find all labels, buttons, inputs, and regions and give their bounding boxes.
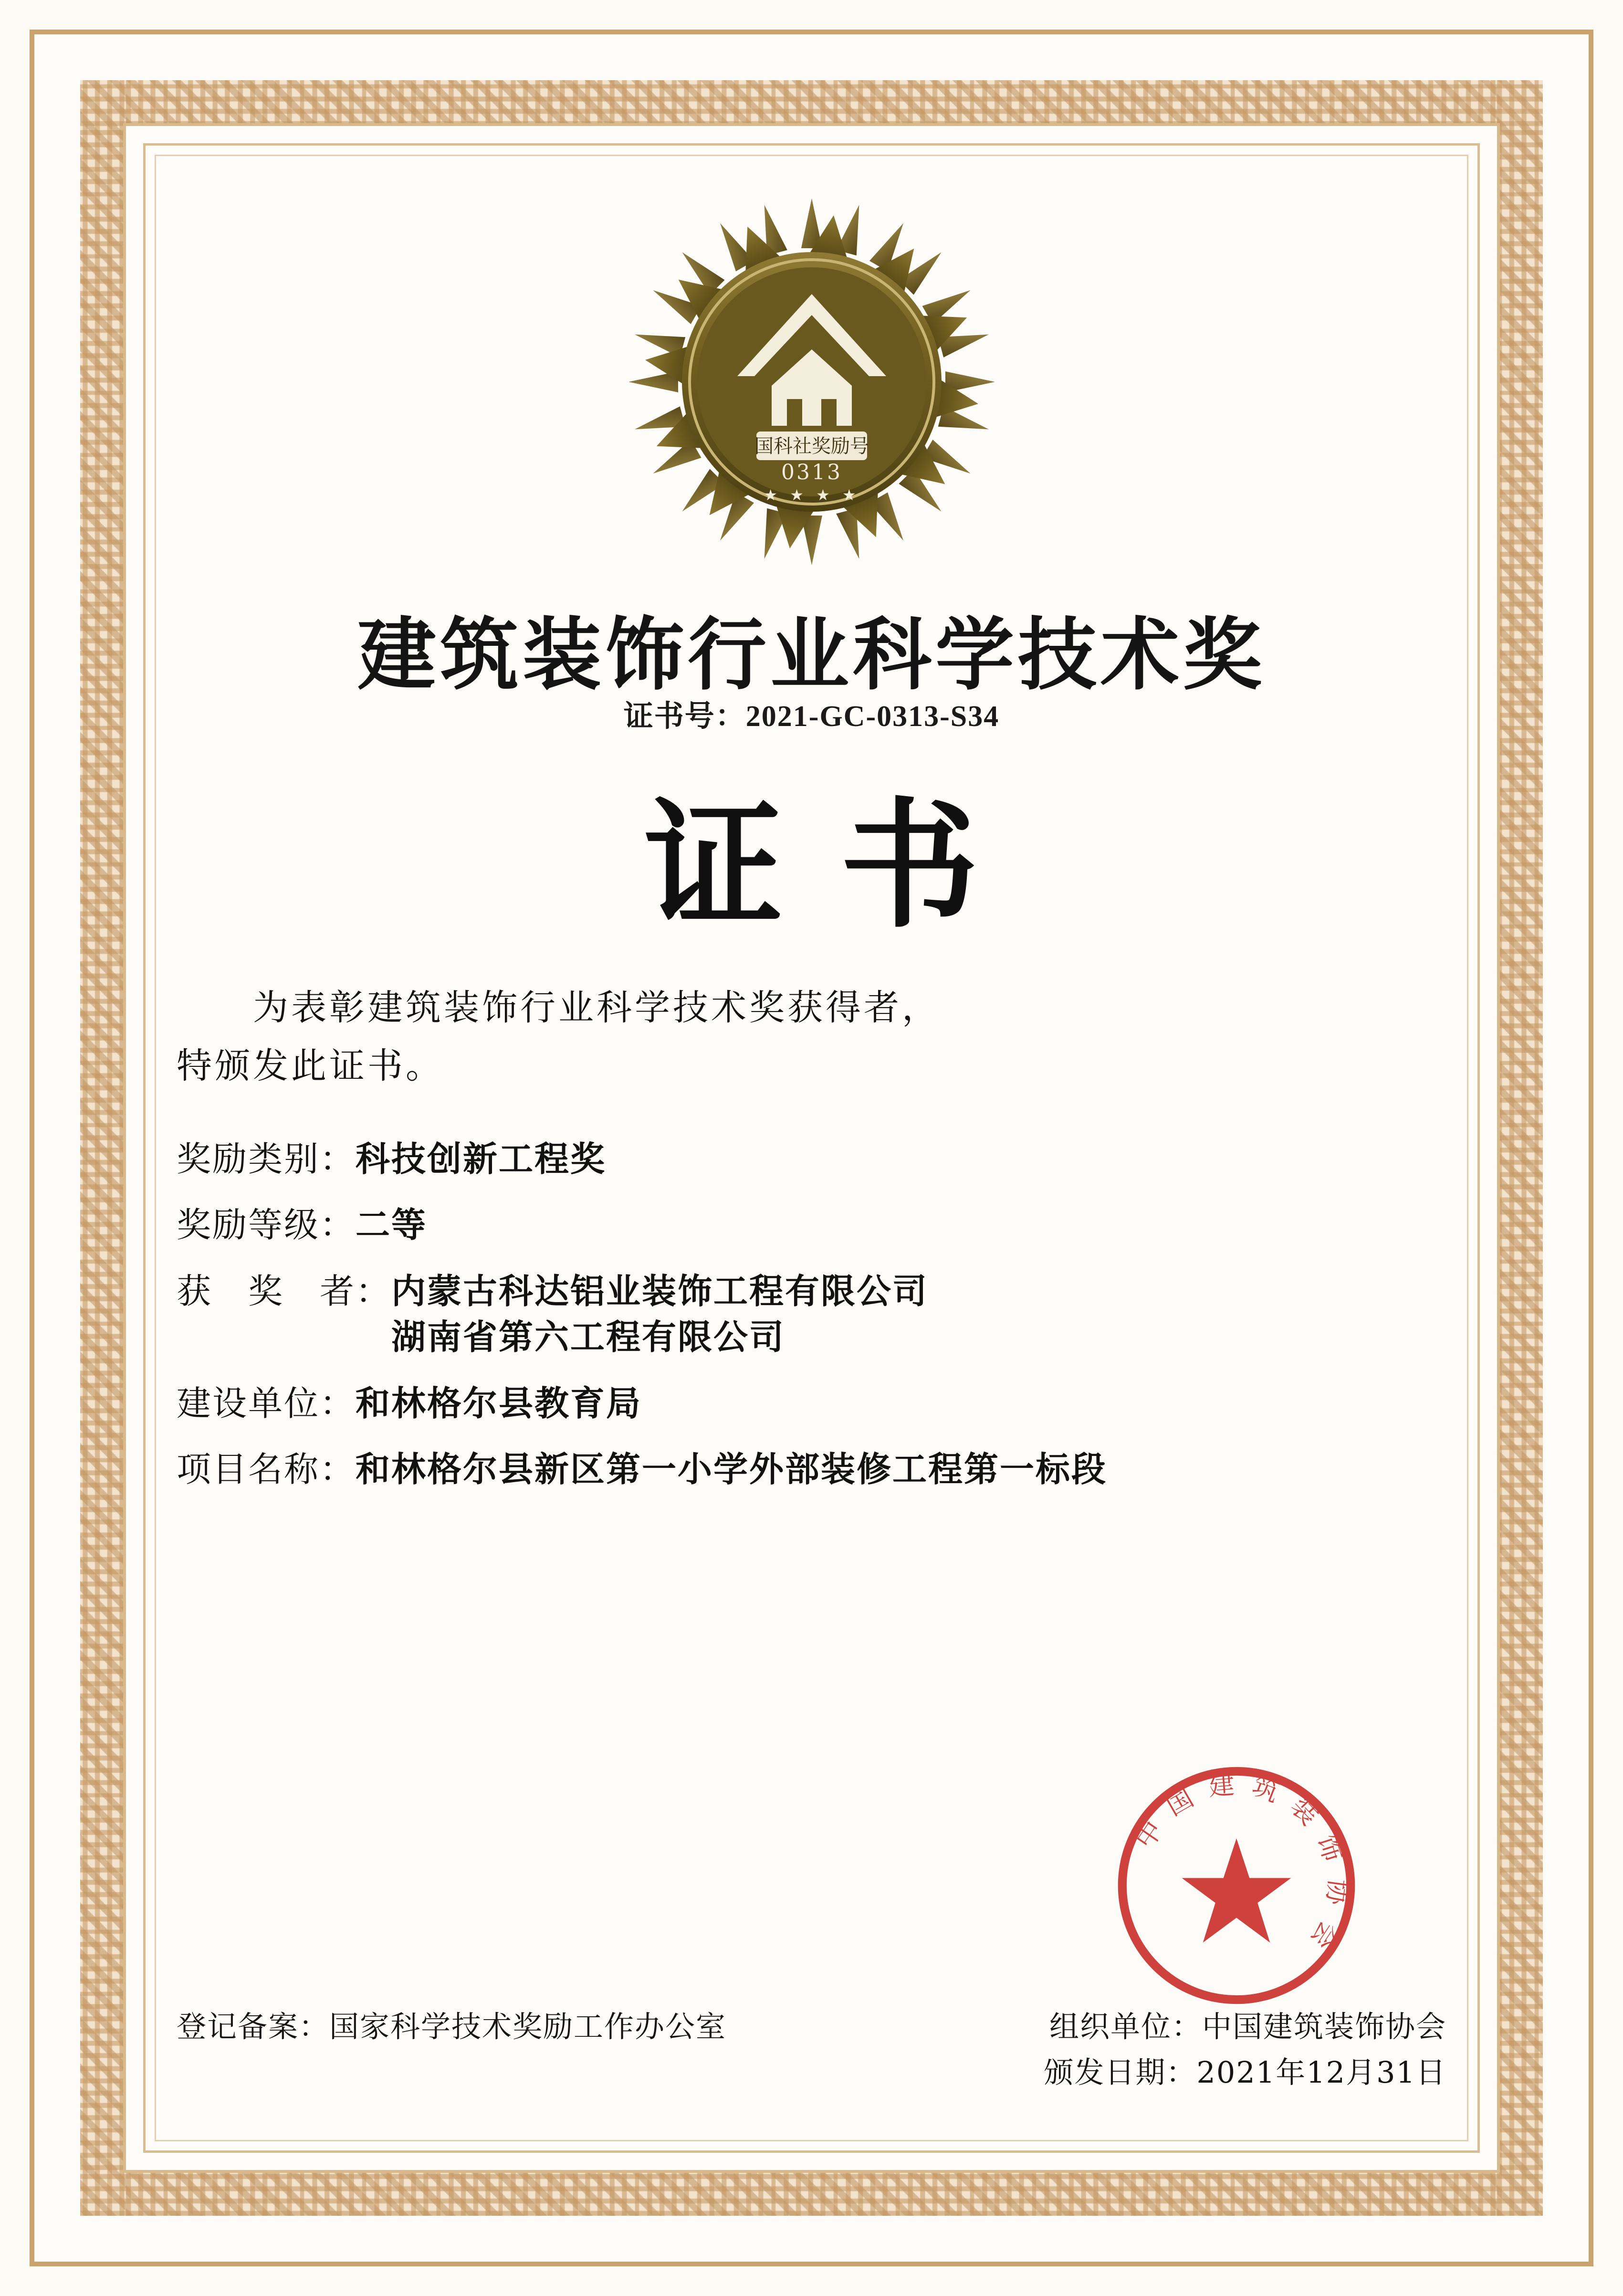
statement-line-1: 为表彰建筑装饰行业科学技术奖获得者，: [253, 987, 940, 1028]
field-value: 二等: [356, 1204, 428, 1245]
emblem-badge-label: 国科社奖励号: [754, 435, 869, 457]
field-project-name: [177, 1446, 1446, 1492]
field-value: 和林格尔县新区第一小学外部装修工程第一标段: [356, 1449, 1108, 1490]
seal-ring-text: 中国建筑装饰协会: [1129, 1768, 1354, 1967]
field-construction-unit: [177, 1380, 1446, 1426]
footer-issue-date: 颁发日期：2021年12月31日: [1044, 2054, 1446, 2090]
field-label: 建设单位：: [177, 1383, 356, 1423]
certificate-fields: [177, 1136, 1446, 1513]
field-label: 获 奖 者：: [177, 1271, 392, 1311]
field-award-category: [177, 1136, 1446, 1182]
footer-registration: 登记备案：国家科学技术奖励工作办公室: [177, 2009, 727, 2044]
field-label: 奖励等级：: [177, 1205, 356, 1245]
certificate-statement: [177, 979, 1446, 1095]
field-value-group: [391, 1268, 1446, 1360]
footer-issuer-block: [1044, 2004, 1446, 2096]
field-value-line-2: 湖南省第六工程有限公司: [391, 1317, 785, 1358]
certificate-title: 建筑装饰行业科学技术奖: [357, 608, 1266, 701]
field-label: 奖励类别：: [177, 1139, 356, 1179]
field-label: 项目名称：: [177, 1449, 356, 1490]
certificate-content: [143, 143, 1480, 2153]
certificate-number-value: 2021-GC-0313-S34: [745, 700, 1000, 733]
award-medal-emblem: [621, 191, 1003, 573]
statement-line-2: 特颁发此证书。: [177, 1045, 444, 1087]
certificate-number-label: 证书号：: [623, 700, 746, 733]
field-awardees: [177, 1268, 1446, 1360]
footer-organizer: 组织单位：中国建筑装饰协会: [1049, 2009, 1446, 2044]
certificate-number: [143, 692, 1480, 735]
field-award-grade: [177, 1202, 1446, 1248]
emblem-badge-number: 0313: [781, 460, 842, 484]
emblem-stars: ★ ★ ★ ★: [763, 486, 860, 504]
field-value: 和林格尔县教育局: [356, 1382, 642, 1423]
field-value-line-1: 内蒙古科达铝业装饰工程有限公司: [391, 1270, 929, 1311]
certificate-footer: [177, 2004, 1446, 2096]
certificate-headword: 证书: [644, 784, 1036, 947]
red-official-seal: [1112, 1761, 1361, 2010]
field-value: 科技创新工程奖: [356, 1138, 607, 1179]
